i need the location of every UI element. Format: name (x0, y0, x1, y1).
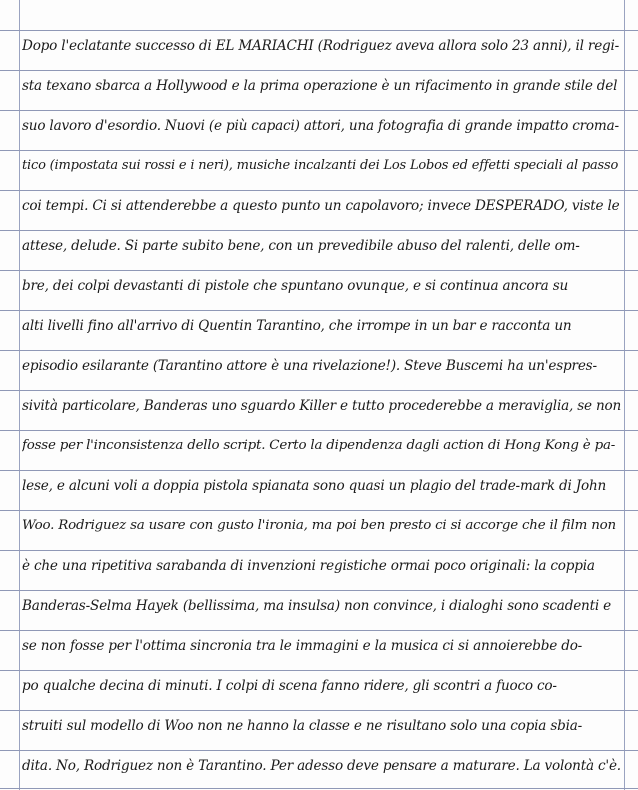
text-line-12: lese, e alcuni voli a doppia pistola spianata sono quasi un plagio del trade-mark di John (22, 478, 607, 494)
text-line-3: suo lavoro d'esordio. Nuovi (e più capaci) attori, una fotografia di grande impatto croma- (22, 118, 619, 134)
text-line-4: tico (impostata sui rossi e i neri), musiche incalzanti dei Los Lobos ed effetti speciali al passo (22, 158, 619, 173)
text-line-9: episodio esilarante (Tarantino attore è una rivelazione!). Steve Buscemi ha un'espres- (22, 358, 597, 374)
text-line-1: Dopo l'eclatante successo di EL MARIACHI (Rodriguez aveva allora solo 23 anni), il regi- (22, 38, 620, 54)
text-line-5: coi tempi. Ci si attenderebbe a questo punto un capolavoro; invece DESPERADO, viste le (22, 198, 620, 214)
ruled-line (0, 190, 638, 191)
text-line-16: se non fosse per l'ottima sincronia tra le immagini e la musica ci si annoierebbe do- (22, 638, 583, 654)
ruled-line (0, 670, 638, 671)
ruled-line (0, 30, 638, 31)
ruled-line (0, 550, 638, 551)
right-margin-line (624, 0, 625, 790)
text-line-13: Woo. Rodriguez sa usare con gusto l'ironia, ma poi ben presto ci si accorge che il film non (22, 518, 616, 533)
text-line-19: dita. No, Rodriguez non è Tarantino. Per adesso deve pensare a maturare. La volontà c'è. (22, 758, 621, 774)
ruled-line (0, 310, 638, 311)
ruled-line (0, 230, 638, 231)
text-line-10: sività particolare, Banderas uno sguardo Killer e tutto procederebbe a meraviglia, se non (22, 398, 622, 414)
text-line-18: struiti sul modello di Woo non ne hanno la classe e ne risultano solo una copia sbia- (22, 718, 583, 734)
ruled-line (0, 270, 638, 271)
ruled-line (0, 150, 638, 151)
text-line-6: attese, delude. Si parte subito bene, con un prevedibile abuso del ralenti, delle om- (22, 238, 580, 254)
ruled-line (0, 110, 638, 111)
ruled-line (0, 750, 638, 751)
text-line-11: fosse per l'inconsistenza dello script. Certo la dipendenza dagli action di Hong Kong è pa- (22, 438, 616, 453)
ruled-line (0, 630, 638, 631)
text-line-15: Banderas-Selma Hayek (bellissima, ma insulsa) non convince, i dialoghi sono scadenti e (22, 598, 611, 614)
ruled-line (0, 510, 638, 511)
left-margin-line (19, 0, 20, 790)
ruled-line (0, 788, 638, 789)
ruled-line (0, 350, 638, 351)
ruled-line (0, 70, 638, 71)
ruled-line (0, 710, 638, 711)
text-line-8: alti livelli fino all'arrivo di Quentin Tarantino, che irrompe in un bar e racconta un (22, 318, 572, 334)
ruled-line (0, 430, 638, 431)
text-line-7: bre, dei colpi devastanti di pistole che spuntano ovunque, e si continua ancora su (22, 278, 569, 294)
text-line-14: è che una ripetitiva sarabanda di invenzioni registiche ormai poco originali: la coppia (22, 558, 595, 574)
ruled-line (0, 470, 638, 471)
ruled-line (0, 590, 638, 591)
text-line-2: sta texano sbarca a Hollywood e la prima operazione è un rifacimento in grande stile del (22, 78, 618, 94)
text-line-17: po qualche decina di minuti. I colpi di scena fanno ridere, gli scontri a fuoco co- (22, 678, 557, 694)
ruled-line (0, 390, 638, 391)
